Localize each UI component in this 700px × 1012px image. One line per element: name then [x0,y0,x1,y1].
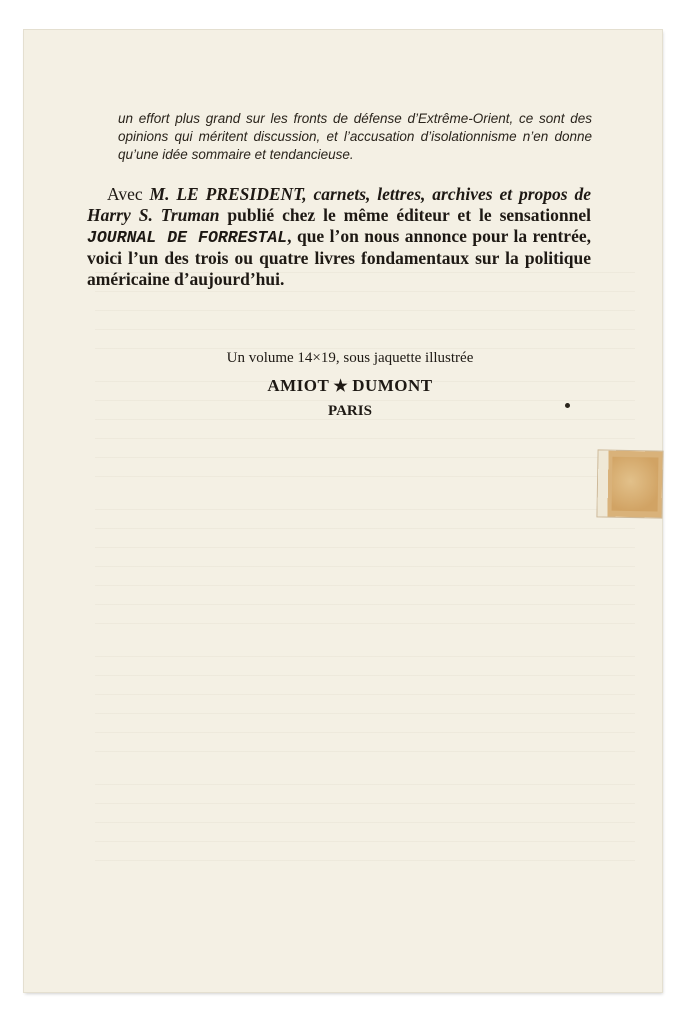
announce-text-4: publié chez le même éditeur et le sensationnel [219,205,591,225]
announce-text-2: , carnets, lettres, archives [302,184,493,204]
book-title-forrestal: JOURNAL DE FORRESTAL [87,228,288,247]
announce-text-5: , que l’on nous annonce pour la rentrée, voici l’un des trois ou quatre livres fondamentaux sur la politique américaine d’aujourd’hui. [87,226,591,289]
ink-spot [565,403,570,408]
publisher-name [0,376,700,396]
publisher-right: DUMONT [352,376,433,395]
publisher-left: AMIOT [267,376,330,395]
announcement-paragraph [87,184,591,290]
star-icon: ★ [333,378,349,395]
book-title-president: M. LE PRESIDENT [149,184,303,204]
announce-text-1: Avec [107,184,150,204]
volume-info: Un volume 14×19, sous jaquette illustrée [226,350,474,366]
announce-text-3: et propos de Harry S. Truman [87,184,592,225]
intro-paragraph: un effort plus grand sur les fronts de défense d’Extrême-Orient, ce sont des opinions qui méritent discussion, et l’accusation d’isolationnisme n’en donne qu’une idée sommaire et tendancieuse. [118,111,592,162]
tape-fragment [597,450,662,517]
publisher-city: PARIS [328,403,372,419]
